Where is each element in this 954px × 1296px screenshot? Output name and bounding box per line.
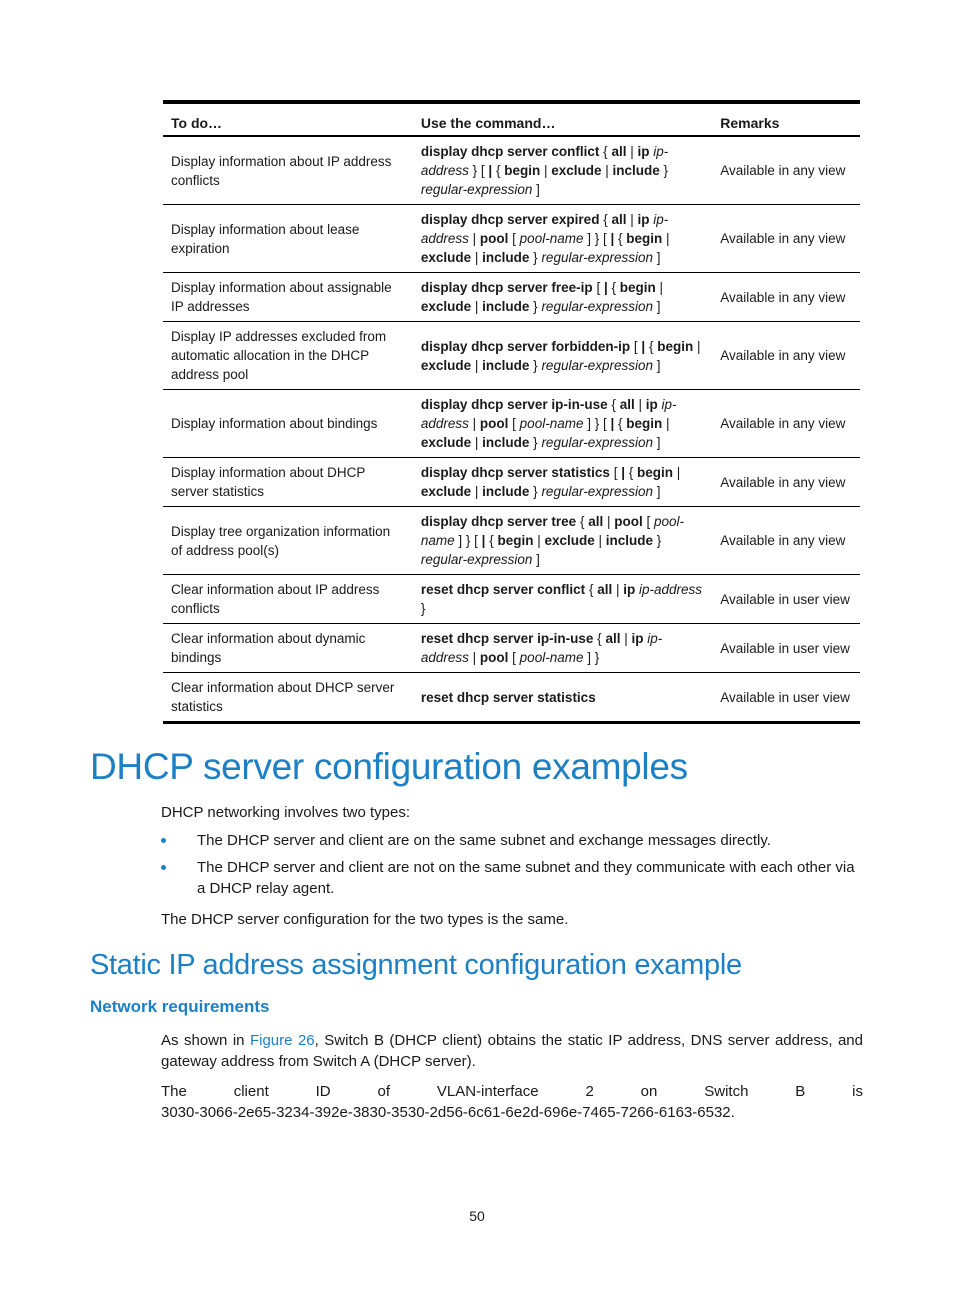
- command-syntax: |: [655, 280, 664, 295]
- command-keyword: exclude: [420, 299, 472, 314]
- command-syntax: ]: [653, 435, 661, 450]
- command-keyword: include: [482, 435, 530, 450]
- command-syntax: |: [693, 338, 701, 354]
- command-keyword: include: [482, 250, 530, 265]
- command-argument: ip-address: [420, 212, 669, 246]
- command-syntax: [: [609, 465, 622, 480]
- table-row: [163, 390, 860, 458]
- table-row: [163, 673, 860, 723]
- command-keyword: include: [482, 484, 530, 499]
- command-keyword: |: [610, 416, 615, 431]
- cell-command: [413, 136, 712, 205]
- command-syntax: |: [662, 416, 670, 431]
- cell-remarks: Available in user view: [720, 689, 850, 705]
- command-keyword: include: [482, 299, 530, 314]
- command-keyword: ip: [631, 631, 644, 646]
- command-keyword: |: [488, 163, 493, 178]
- command-syntax: [: [642, 514, 654, 529]
- command-keyword: display dhcp server statistics: [420, 465, 610, 480]
- command-keyword: exclude: [551, 163, 602, 178]
- command-syntax: {: [625, 465, 638, 480]
- column-header-remarks: Remarks: [712, 102, 860, 136]
- command-keyword: display dhcp server forbidden-ip: [420, 338, 631, 354]
- cell-remarks: Available in any view: [712, 273, 860, 322]
- bullet-item: [161, 830, 863, 851]
- command-syntax: ]: [653, 357, 661, 373]
- command-table: [163, 100, 860, 724]
- command-keyword: include: [482, 357, 530, 373]
- command-syntax: ] } [: [583, 416, 611, 431]
- column-header-todo: To do…: [163, 102, 413, 136]
- command-keyword: display dhcp server expired: [420, 212, 600, 227]
- cell-remarks: Available in any view: [712, 507, 860, 575]
- command-syntax: }: [420, 601, 426, 616]
- command-keyword: |: [621, 465, 625, 480]
- command-syntax: }: [529, 250, 542, 265]
- command-argument: ip-address: [420, 631, 663, 665]
- command-syntax: [: [508, 231, 520, 246]
- command-keyword: all: [597, 582, 613, 597]
- command-syntax: |: [612, 582, 624, 597]
- command-syntax: |: [601, 163, 613, 178]
- command-keyword: |: [481, 533, 486, 548]
- command-syntax: [: [508, 416, 520, 431]
- command-keyword: begin: [504, 163, 541, 178]
- client-id-line-2: 3030-3066-2e65-3234-392e-3830-3530-2d56-6c61-6e2d-696e-7465-7266-6163-6532.: [161, 1104, 735, 1121]
- table-row: [163, 205, 860, 273]
- table-row: [163, 507, 860, 575]
- command-syntax: {: [585, 582, 598, 597]
- cell-todo: Clear information about dynamic bindings: [163, 624, 413, 673]
- table-row: [163, 624, 860, 673]
- table-row: [163, 575, 860, 624]
- command-syntax: {: [614, 416, 627, 431]
- command-keyword: begin: [637, 465, 674, 480]
- command-keyword: display dhcp server ip-in-use: [420, 397, 608, 412]
- cell-command: [413, 273, 712, 322]
- command-argument: regular-expression: [420, 182, 533, 197]
- cell-todo: Display tree organization information of address pool(s): [163, 507, 413, 575]
- command-syntax: |: [662, 231, 670, 246]
- command-argument: regular-expression: [541, 484, 653, 499]
- figure-link[interactable]: Figure 26: [249, 1032, 315, 1049]
- command-syntax: |: [471, 484, 483, 499]
- command-syntax: ]: [532, 552, 540, 567]
- command-syntax: {: [599, 212, 612, 227]
- command-syntax: {: [593, 631, 606, 646]
- command-keyword: all: [605, 631, 621, 646]
- command-keyword: exclude: [420, 357, 472, 373]
- command-keyword: all: [611, 212, 627, 227]
- command-syntax: |: [471, 299, 483, 314]
- command-keyword: pool: [479, 416, 509, 431]
- command-syntax: {: [645, 338, 658, 354]
- bullet-dot-icon: [161, 838, 166, 843]
- command-syntax: [: [630, 338, 642, 354]
- command-keyword: pool: [479, 650, 509, 665]
- cell-command: [413, 390, 712, 458]
- command-argument: pool-name: [519, 416, 584, 431]
- command-keyword: ip: [623, 582, 636, 597]
- command-syntax: |: [533, 533, 545, 548]
- command-keyword: |: [641, 338, 646, 354]
- command-syntax: |: [626, 144, 638, 159]
- command-syntax: }: [529, 299, 542, 314]
- command-keyword: reset dhcp server statistics: [420, 689, 596, 705]
- cell-remarks: Available in any view: [712, 458, 860, 507]
- command-argument: pool-name: [519, 231, 584, 246]
- command-argument: regular-expression: [541, 357, 653, 373]
- command-syntax: {: [607, 397, 620, 412]
- cell-todo: Display information about bindings: [163, 390, 413, 458]
- command-argument: ip-address: [420, 397, 677, 431]
- table-header-row: [163, 102, 860, 136]
- subheading-network-requirements: Network requirements: [90, 997, 270, 1016]
- bullet-text: The DHCP server and client are not on the same subnet and they communicate with each other via a DHCP relay agent.: [197, 859, 855, 897]
- command-syntax: {: [607, 280, 620, 295]
- command-syntax: |: [468, 650, 480, 665]
- command-keyword: ip: [637, 144, 650, 159]
- command-argument: pool-name: [519, 650, 584, 665]
- command-syntax: |: [468, 416, 480, 431]
- cell-todo: Display IP addresses excluded from automatic allocation in the DHCP address pool: [163, 322, 413, 390]
- command-syntax: }: [529, 484, 542, 499]
- client-id-line-1: The client ID of VLAN-interface 2 on Switch B is: [161, 1083, 863, 1100]
- cell-remarks: Available in any view: [712, 322, 860, 390]
- command-argument: regular-expression: [541, 250, 653, 265]
- para-prefix: As shown in: [161, 1032, 250, 1049]
- command-syntax: {: [614, 231, 627, 246]
- command-syntax: }: [529, 435, 542, 450]
- cell-command: [413, 575, 712, 624]
- command-keyword: display dhcp server tree: [420, 514, 577, 529]
- command-syntax: }: [659, 163, 669, 178]
- command-syntax: |: [471, 250, 483, 265]
- command-argument: regular-expression: [541, 435, 653, 450]
- table-row: [163, 322, 860, 390]
- command-keyword: reset dhcp server conflict: [420, 582, 586, 597]
- command-syntax: |: [471, 435, 483, 450]
- command-keyword: begin: [626, 416, 663, 431]
- cell-todo: Clear information about IP address conflicts: [163, 575, 413, 624]
- cell-command: [413, 458, 712, 507]
- command-keyword: pool: [614, 514, 643, 529]
- subsection-title: Static IP address assignment configuration example: [90, 949, 742, 981]
- command-keyword: all: [619, 397, 635, 412]
- command-argument: ip-address: [420, 144, 669, 178]
- command-syntax: ] }: [583, 650, 600, 665]
- command-syntax: [: [592, 280, 604, 295]
- command-keyword: include: [612, 163, 660, 178]
- command-syntax: ]: [532, 182, 540, 197]
- para-suffix: , Switch B (DHCP client) obtains the static IP address, DNS server address, and gateway address from Switch A (DHCP server).: [161, 1032, 863, 1070]
- command-keyword: ip: [637, 212, 650, 227]
- command-syntax: |: [468, 231, 480, 246]
- cell-command: [413, 205, 712, 273]
- command-keyword: begin: [657, 338, 694, 354]
- command-syntax: } [: [468, 163, 489, 178]
- cell-todo: Clear information about DHCP server statistics: [171, 680, 395, 714]
- command-keyword: |: [603, 280, 608, 295]
- command-syntax: |: [634, 397, 646, 412]
- column-header-command: Use the command…: [413, 102, 712, 136]
- bullet-text: The DHCP server and client are on the same subnet and exchange messages directly.: [197, 832, 771, 849]
- command-syntax: {: [485, 533, 498, 548]
- bullet-dot-icon: [161, 865, 166, 870]
- command-syntax: {: [492, 163, 505, 178]
- cell-command: [413, 624, 712, 673]
- command-keyword: begin: [626, 231, 663, 246]
- cell-remarks: Available in user view: [712, 624, 860, 673]
- command-syntax: |: [471, 357, 483, 373]
- command-syntax: |: [594, 533, 606, 548]
- page-number: 50: [469, 1208, 485, 1224]
- command-keyword: exclude: [420, 250, 472, 265]
- command-syntax: }: [653, 533, 662, 548]
- command-argument: regular-expression: [541, 299, 653, 314]
- command-keyword: exclude: [420, 435, 472, 450]
- command-syntax: ] } [: [454, 533, 482, 548]
- command-keyword: exclude: [544, 533, 595, 548]
- command-syntax: ] } [: [583, 231, 611, 246]
- cell-command: [413, 673, 712, 723]
- table-row: [163, 136, 860, 205]
- table-row: [163, 458, 860, 507]
- cell-todo: Display information about lease expiration: [163, 205, 413, 273]
- command-syntax: |: [626, 212, 638, 227]
- command-keyword: begin: [497, 533, 534, 548]
- command-keyword: begin: [619, 280, 656, 295]
- command-argument: pool-name: [420, 514, 685, 548]
- command-keyword: display dhcp server free-ip: [420, 280, 593, 295]
- cell-remarks: Available in any view: [712, 390, 860, 458]
- cell-command: [413, 322, 712, 390]
- table-body: [163, 136, 860, 723]
- command-keyword: reset dhcp server ip-in-use: [420, 631, 594, 646]
- command-keyword: |: [610, 231, 615, 246]
- cell-remarks: Available in any view: [712, 205, 860, 273]
- cell-command: [413, 507, 712, 575]
- command-keyword: include: [605, 533, 654, 548]
- requirements-paragraph: [161, 1030, 863, 1072]
- cell-remarks: Available in user view: [712, 575, 860, 624]
- command-keyword: pool: [479, 231, 509, 246]
- command-syntax: |: [603, 514, 615, 529]
- cell-todo: Display information about assignable IP addresses: [163, 273, 413, 322]
- command-syntax: |: [620, 631, 632, 646]
- cell-todo: Display information about DHCP server statistics: [163, 458, 413, 507]
- command-syntax: |: [540, 163, 552, 178]
- command-argument: regular-expression: [420, 552, 533, 567]
- command-syntax: {: [599, 144, 612, 159]
- command-keyword: ip: [645, 397, 658, 412]
- command-argument: ip-address: [639, 582, 703, 597]
- command-syntax: {: [576, 514, 589, 529]
- command-syntax: ]: [653, 250, 661, 265]
- command-keyword: all: [611, 144, 627, 159]
- section-intro: DHCP networking involves two types:: [161, 804, 410, 821]
- command-syntax: |: [673, 465, 681, 480]
- section-closing: The DHCP server configuration for the two types is the same.: [161, 911, 569, 928]
- command-keyword: exclude: [420, 484, 472, 499]
- command-syntax: [: [508, 650, 520, 665]
- command-syntax: }: [529, 357, 542, 373]
- bullet-item: [161, 857, 863, 899]
- table-row: [163, 273, 860, 322]
- cell-todo: Display information about IP address conflicts: [163, 136, 413, 205]
- command-keyword: display dhcp server conflict: [420, 144, 600, 159]
- section-title: DHCP server configuration examples: [90, 746, 688, 787]
- command-syntax: ]: [653, 484, 661, 499]
- command-syntax: ]: [653, 299, 661, 314]
- command-keyword: all: [588, 514, 604, 529]
- cell-remarks: Available in any view: [712, 136, 860, 205]
